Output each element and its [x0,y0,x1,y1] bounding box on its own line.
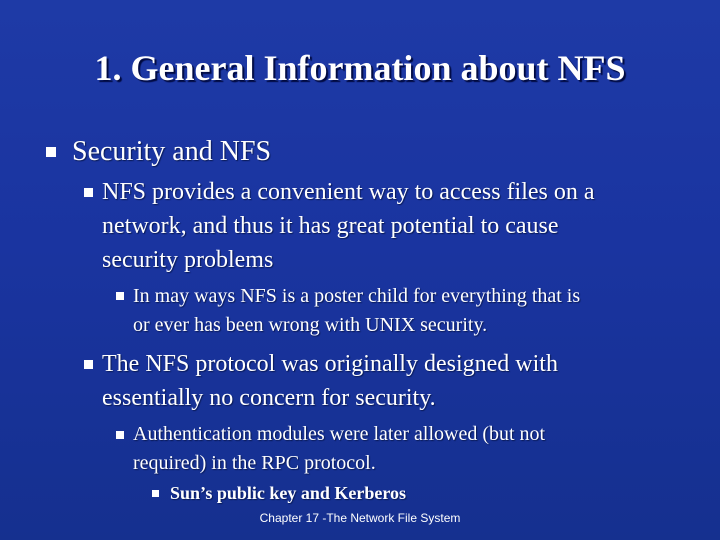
bullet-text-line: or ever has been wrong with UNIX security. [133,314,488,336]
bullet-text-line: required) in the RPC protocol. [133,452,376,474]
bullet-text-line: essentially no concern for security. [102,385,436,411]
bullet-text: Security and NFS [72,136,272,167]
bullet-text-line: security problems [102,247,274,273]
square-bullet-icon [84,188,93,197]
square-bullet-icon [116,431,124,439]
bullet-text-line: In may ways NFS is a poster child for everything that is [133,285,581,307]
bullet-text: Sun’s public key and Kerberos [170,483,407,503]
bullet-text-line: Authentication modules were later allowed (but not [133,423,546,445]
slide-footer: Chapter 17 -The Network File System [259,511,461,525]
square-bullet-icon [84,360,93,369]
bullet-text-line: The NFS protocol was originally designed with [102,351,558,377]
square-bullet-icon [46,147,56,157]
slide-title: 1. General Information about NFS [94,48,626,88]
bullet-text-line: network, and thus it has great potential to cause [102,213,559,239]
square-bullet-icon [116,292,124,300]
bullet-text-line: NFS provides a convenient way to access files on a [102,179,595,205]
square-bullet-icon [152,490,159,497]
